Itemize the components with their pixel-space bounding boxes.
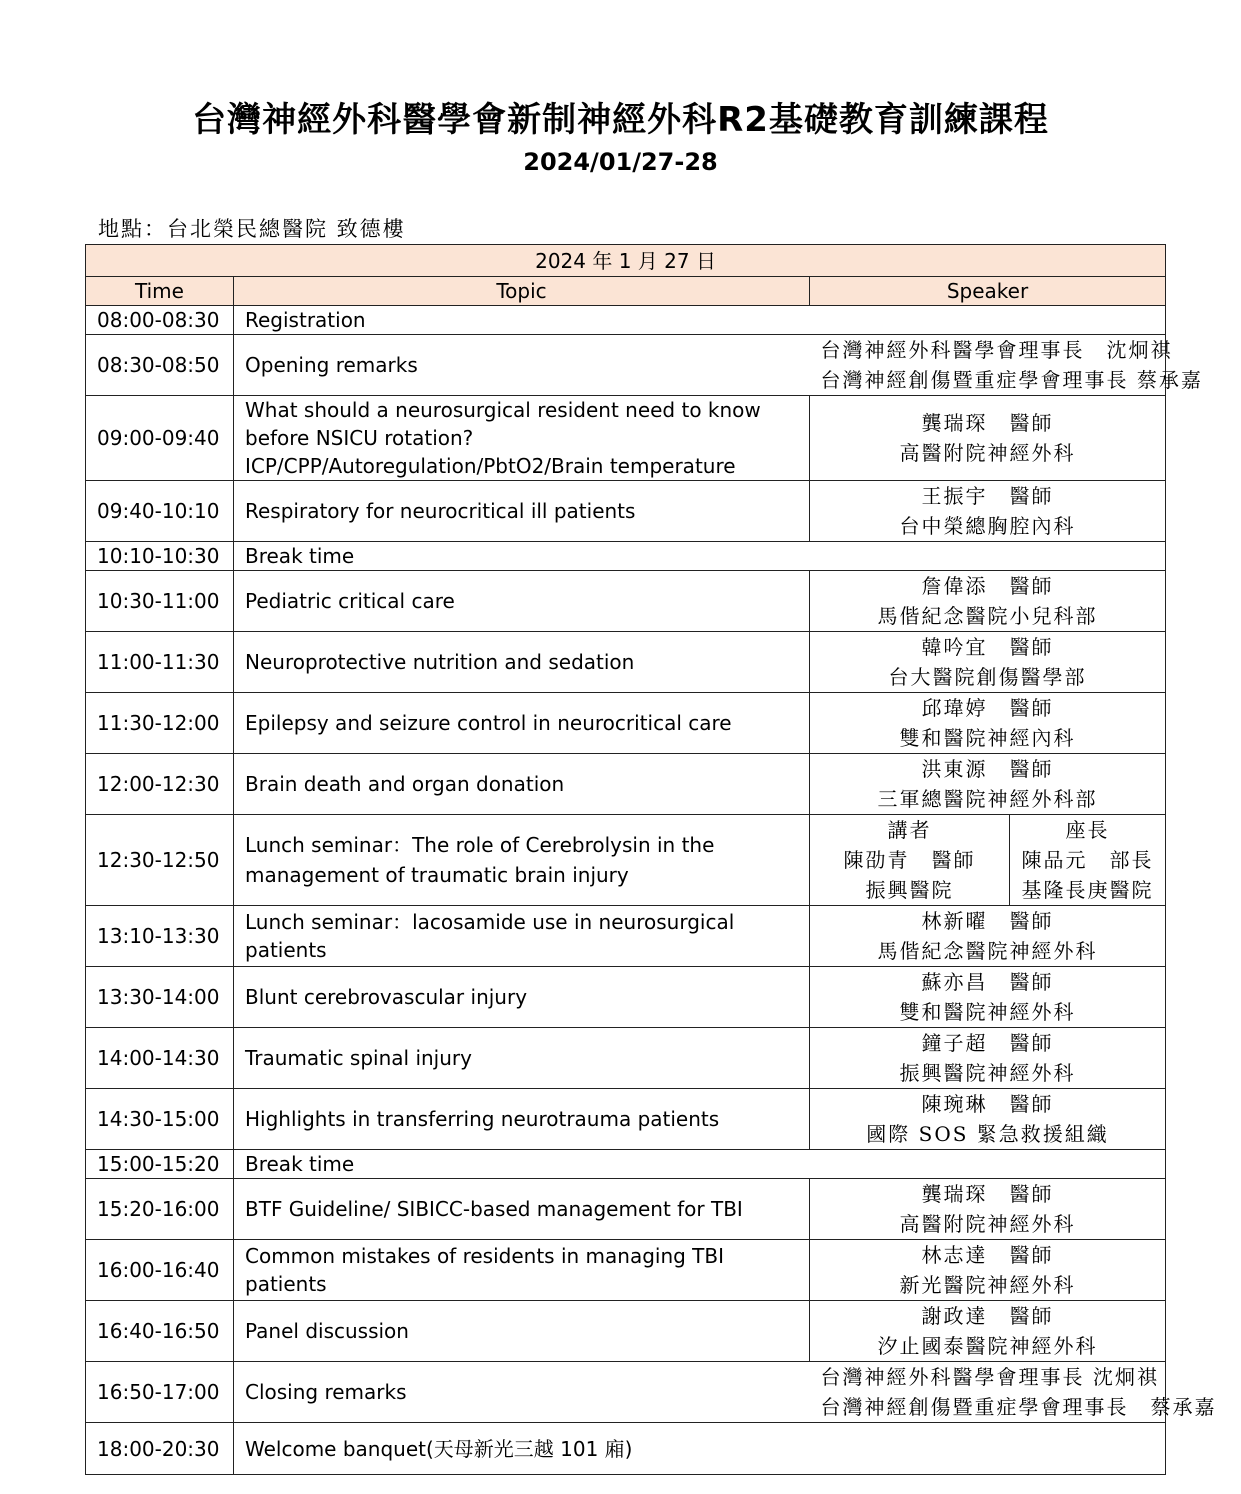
table-row [86,906,1166,967]
speaker-org: 馬偕紀念醫院小兒科部 [877,604,1098,628]
speaker-org: 新光醫院神經外科 [899,1273,1076,1297]
chair-org: 基隆長庚醫院 [1021,878,1154,902]
lecturer-cell [810,815,1010,906]
time-cell: 16:50-17:00 [86,1362,234,1423]
speaker-org: 國際 SOS 緊急救援組織 [866,1122,1109,1146]
time-cell: 14:30-15:00 [86,1089,234,1150]
table-row [86,1089,1166,1150]
speaker-name: 謝政達 醫師 [921,1304,1054,1328]
page-title: 台灣神經外科醫學會新制神經外科R2基礎教育訓練課程 [192,100,1049,140]
table-row [86,1028,1166,1089]
topic-cell: Welcome banquet(天母新光三越 101 廂) [234,1423,1166,1475]
speaker-org: 台灣神經創傷暨重症學會理事長 蔡承嘉 [820,368,1203,392]
time-cell: 11:00-11:30 [86,632,234,693]
speaker-name: 林志達 醫師 [921,1243,1054,1267]
speaker-org: 高醫附院神經外科 [899,441,1076,465]
table-row [86,815,1166,906]
speaker-org: 高醫附院神經外科 [899,1212,1076,1236]
speaker-org: 汐止國泰醫院神經外科 [877,1334,1098,1358]
topic-cell: What should a neurosurgical resident need to know before NSICU rotation? ICP/CPP/Autoregulation/PbtO2/Brain temperature [234,396,810,481]
table-row [86,632,1166,693]
speaker-name: 台灣神經外科醫學會理事長 沈炯祺 [820,1365,1159,1389]
topic-cell: Registration [234,306,1166,335]
topic-cell: Break time [234,1150,1166,1179]
speaker-name: 邱瑋婷 醫師 [921,696,1054,720]
speaker-name: 台灣神經外科醫學會理事長 沈炯祺 [820,338,1173,362]
speaker-cell [810,693,1166,754]
topic-cell: BTF Guideline/ SIBICC-based management for TBI [234,1179,810,1240]
table-row [86,1423,1166,1475]
table-row [86,396,1166,481]
topic-cell: Traumatic spinal injury [234,1028,810,1089]
time-cell: 09:40-10:10 [86,481,234,542]
time-cell: 13:10-13:30 [86,906,234,967]
speaker-name: 洪東源 醫師 [921,757,1054,781]
speaker-name: 龔瑞琛 醫師 [921,411,1054,435]
speaker-name: 陳琬琳 醫師 [921,1092,1054,1116]
topic-cell: Highlights in transferring neurotrauma patients [234,1089,810,1150]
topic-cell: Break time [234,542,1166,571]
chair-label: 座長 [1065,818,1110,842]
speaker-org: 馬偕紀念醫院神經外科 [877,939,1098,963]
speaker-name: 龔瑞琛 醫師 [921,1182,1054,1206]
speaker-org: 雙和醫院神經內科 [899,726,1076,750]
time-cell: 13:30-14:00 [86,967,234,1028]
speaker-cell [810,1179,1166,1240]
topic-cell: Common mistakes of residents in managing TBI patients [234,1240,810,1301]
table-row [86,754,1166,815]
time-cell: 08:00-08:30 [86,306,234,335]
speaker-cell [810,335,1203,396]
time-cell: 12:00-12:30 [86,754,234,815]
time-cell: 18:00-20:30 [86,1423,234,1475]
speaker-cell [810,571,1166,632]
time-cell: 12:30-12:50 [86,815,234,906]
topic-cell: Respiratory for neurocritical ill patients [234,481,810,542]
speaker-cell [810,1240,1166,1301]
topic-cell: Closing remarks [234,1362,810,1423]
topic-cell: Pediatric critical care [234,571,810,632]
day-header: 2024 年 1 月 27 日 [86,245,1166,277]
topic-cell: Panel discussion [234,1301,810,1362]
column-header-row [86,277,1166,306]
time-cell: 10:30-11:00 [86,571,234,632]
speaker-org: 台中榮總胸腔內科 [899,514,1076,538]
speaker-cell [810,481,1166,542]
speaker-name: 詹偉添 醫師 [921,574,1054,598]
time-cell: 16:40-16:50 [86,1301,234,1362]
speaker-org: 三軍總醫院神經外科部 [877,787,1098,811]
day-header-row [86,245,1166,277]
time-cell: 14:00-14:30 [86,1028,234,1089]
time-cell: 10:10-10:30 [86,542,234,571]
table-row [86,1179,1166,1240]
topic-cell: Epilepsy and seizure control in neurocritical care [234,693,810,754]
time-cell: 08:30-08:50 [86,335,234,396]
col-header-topic: Topic [234,277,810,306]
speaker-name: 林新曜 醫師 [921,909,1054,933]
topic-cell: Lunch seminar：The role of Cerebrolysin in the management of traumatic brain injury [234,815,810,906]
topic-cell: Opening remarks [234,335,810,396]
speaker-cell [810,1028,1166,1089]
lecturer-label: 講者 [887,818,932,842]
chair-name: 陳品元 部長 [1021,848,1154,872]
speaker-org: 雙和醫院神經外科 [899,1000,1076,1024]
speaker-name: 鐘子超 醫師 [921,1031,1054,1055]
table-row [86,1301,1166,1362]
speaker-cell [810,1301,1166,1362]
time-cell: 09:00-09:40 [86,396,234,481]
speaker-cell [810,754,1166,815]
speaker-cell [810,396,1166,481]
topic-cell: Brain death and organ donation [234,754,810,815]
speaker-org: 台灣神經創傷暨重症學會理事長 蔡承嘉 [820,1395,1217,1419]
topic-cell: Blunt cerebrovascular injury [234,967,810,1028]
topic-cell: Lunch seminar：lacosamide use in neurosurgical patients [234,906,810,967]
table-row [86,335,1166,396]
table-row [86,481,1166,542]
time-cell: 15:20-16:00 [86,1179,234,1240]
lecturer-org: 振興醫院 [865,878,954,902]
speaker-name: 蘇亦昌 醫師 [921,970,1054,994]
col-header-time: Time [86,277,234,306]
topic-cell: Neuroprotective nutrition and sedation [234,632,810,693]
speaker-cell [810,1362,1217,1423]
col-header-speaker: Speaker [810,277,1166,306]
time-cell: 16:00-16:40 [86,1240,234,1301]
time-cell: 15:00-15:20 [86,1150,234,1179]
table-row [86,967,1166,1028]
speaker-name: 韓吟宜 醫師 [921,635,1054,659]
table-row [86,306,1166,335]
time-cell: 11:30-12:00 [86,693,234,754]
schedule-table [85,244,1217,1475]
speaker-cell [810,1089,1166,1150]
speaker-cell [810,967,1166,1028]
speaker-name: 王振宇 醫師 [921,484,1054,508]
table-row [86,693,1166,754]
speaker-cell [810,906,1166,967]
table-row [86,542,1166,571]
speaker-org: 振興醫院神經外科 [899,1061,1076,1085]
lecturer-name: 陳劭青 醫師 [843,848,976,872]
table-row [86,1362,1166,1423]
speaker-cell [810,632,1166,693]
table-row [86,1240,1166,1301]
chair-cell [1010,815,1166,906]
page-date: 2024/01/27-28 [523,148,718,176]
venue-label: 地點：台北榮民總醫院 致德樓 [98,217,406,241]
speaker-org: 台大醫院創傷醫學部 [888,665,1087,689]
table-row [86,571,1166,632]
table-row [86,1150,1166,1179]
